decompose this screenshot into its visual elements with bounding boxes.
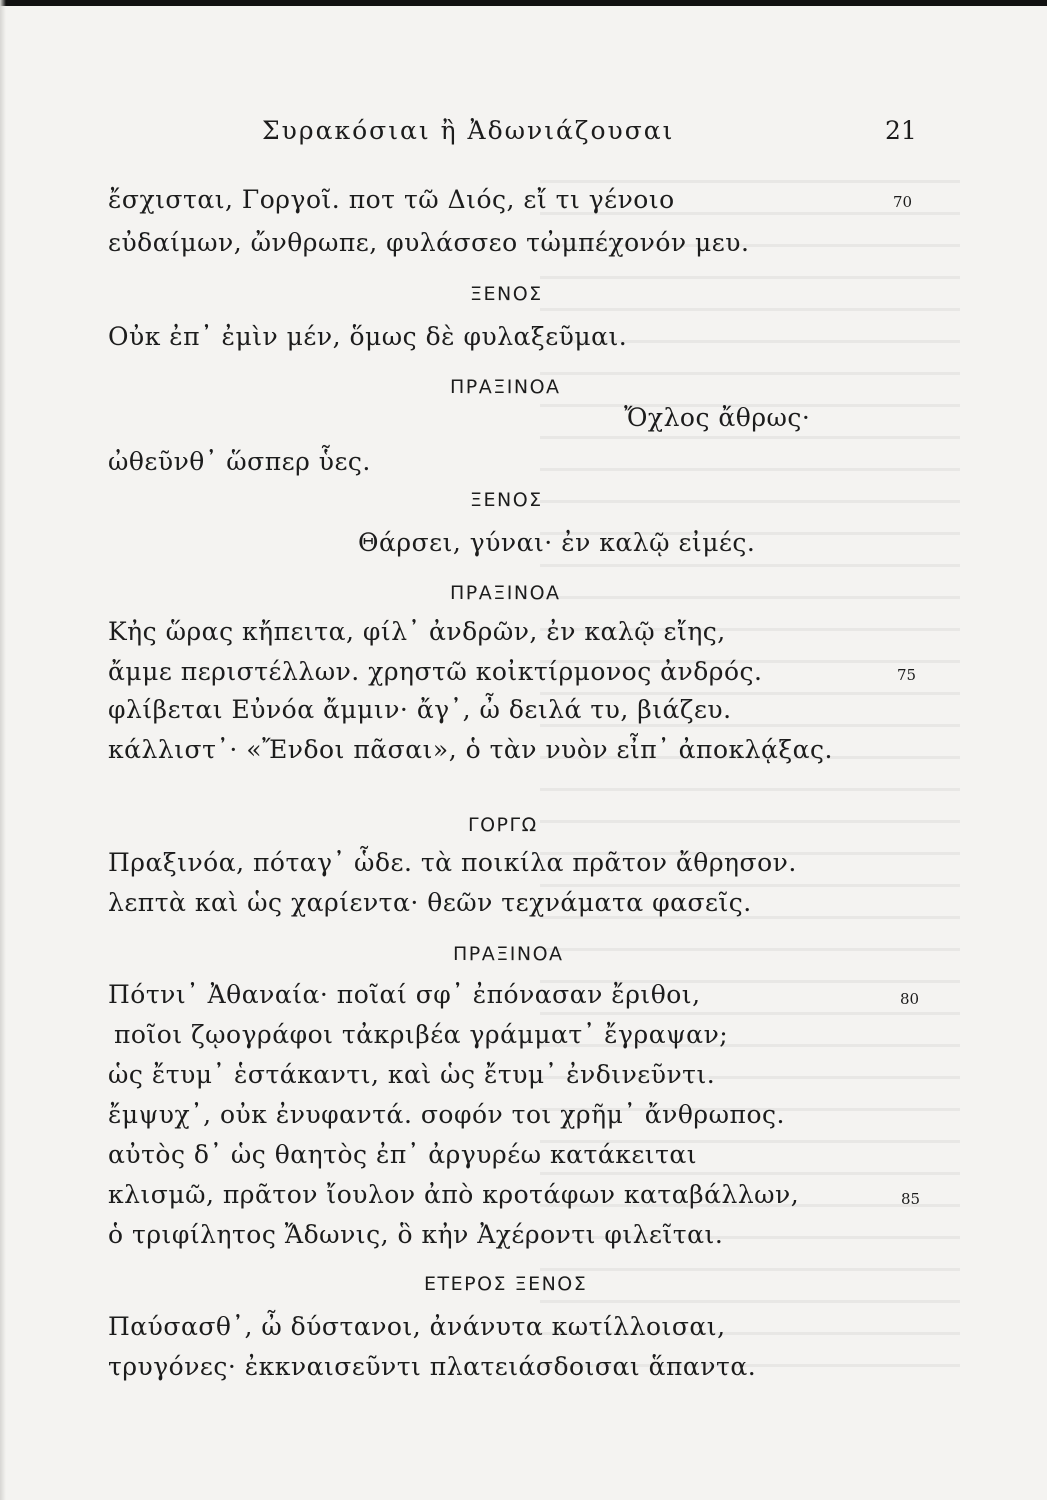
- speaker-label: ΞΕΝΟΣ: [470, 283, 543, 305]
- page-number: 21: [885, 116, 917, 145]
- line-number: 80: [900, 990, 920, 1008]
- line-number: 75: [897, 666, 917, 684]
- verse-line: Κἠς ὥρας κἤπειτα, φίλ᾽ ἀνδρῶν, ἐν καλῷ εἴης,: [108, 617, 726, 646]
- verse-line: Ὄχλος ἄθρως·: [624, 403, 811, 432]
- line-number: 85: [901, 1190, 921, 1208]
- verse-line: Πότνι᾽ Ἀθαναία· ποῖαί σφ᾽ ἐπόνασαν ἔριθοι,: [108, 980, 701, 1009]
- verse-line: αὐτὸς δ᾽ ὡς θαητὸς ἐπ᾽ ἀργυρέω κατάκειται: [108, 1140, 698, 1169]
- verse-line: ὁ τριφίλητος Ἄδωνις, ὃ κἠν Ἀχέροντι φιλεῖται.: [108, 1220, 724, 1249]
- speaker-label: ΓΟΡΓΩ: [468, 814, 538, 836]
- speaker-label: ΞΕΝΟΣ: [470, 489, 543, 511]
- verse-line: κλισμῶ, πρᾶτον ἴουλον ἀπὸ κροτάφων καταβάλλων,: [108, 1180, 800, 1209]
- running-head-title: Συρακόσιαι ἢ Ἀδωνιάζουσαι: [262, 116, 675, 145]
- verse-line: ποῖοι ζῳογράφοι τἀκριβέα γράμματ᾽ ἔγραψαν;: [114, 1020, 729, 1049]
- verse-line: λεπτὰ καὶ ὡς χαρίεντα· θεῶν τεχνάματα φασεῖς.: [108, 888, 752, 917]
- verse-line: τρυγόνες· ἐκκναισεῦντι πλατειάσδοισαι ἅπαντα.: [108, 1352, 757, 1381]
- verse-line: κάλλιστ᾽· «Ἔνδοι πᾶσαι», ὁ τὰν νυὸν εἶπ᾽ ἀποκλᾴξας.: [108, 735, 833, 764]
- verse-line: φλίβεται Εὐνόα ἄμμιν· ἄγ᾽, ὦ δειλά τυ, βιάζευ.: [108, 695, 732, 724]
- verse-line: Οὐκ ἐπ᾽ ἐμὶν μέν, ὅμως δὲ φυλαξεῦμαι.: [108, 322, 628, 351]
- verse-line: ἔμψυχ᾽, οὐκ ἐνυφαντά. σοφόν τοι χρῆμ᾽ ἄνθρωπος.: [108, 1100, 785, 1129]
- verse-line: ὡς ἔτυμ᾽ ἑστάκαντι, καὶ ὡς ἔτυμ᾽ ἐνδινεῦντι.: [108, 1060, 716, 1089]
- verse-line: Πραξινόα, πόταγ᾽ ὧδε. τὰ ποικίλα πρᾶτον ἄθρησον.: [108, 848, 797, 877]
- speaker-label: ΠΡΑΞΙΝΟΑ: [453, 943, 564, 965]
- speaker-label: ΕΤΕΡΟΣ ΞΕΝΟΣ: [424, 1273, 588, 1295]
- verse-line: ὠθεῦνθ᾽ ὥσπερ ὗες.: [108, 447, 371, 476]
- verse-line: εὐδαίμων, ὤνθρωπε, φυλάσσεο τὠμπέχονόν μευ.: [108, 228, 750, 257]
- verse-line: Παύσασθ᾽, ὦ δύστανοι, ἀνάνυτα κωτίλλοισαι,: [108, 1312, 726, 1341]
- line-number: 70: [893, 193, 913, 211]
- speaker-label: ΠΡΑΞΙΝΟΑ: [450, 582, 561, 604]
- verse-line: ἔσχισται, Γοργοῖ. ποτ τῶ Διός, εἴ τι γένοιο: [108, 185, 675, 214]
- verse-line: Θάρσει, γύναι· ἐν καλῷ εἰμές.: [358, 528, 756, 557]
- verse-line: ἄμμε περιστέλλων. χρηστῶ κοἰκτίρμονος ἀνδρός.: [108, 657, 763, 686]
- speaker-label: ΠΡΑΞΙΝΟΑ: [450, 376, 561, 398]
